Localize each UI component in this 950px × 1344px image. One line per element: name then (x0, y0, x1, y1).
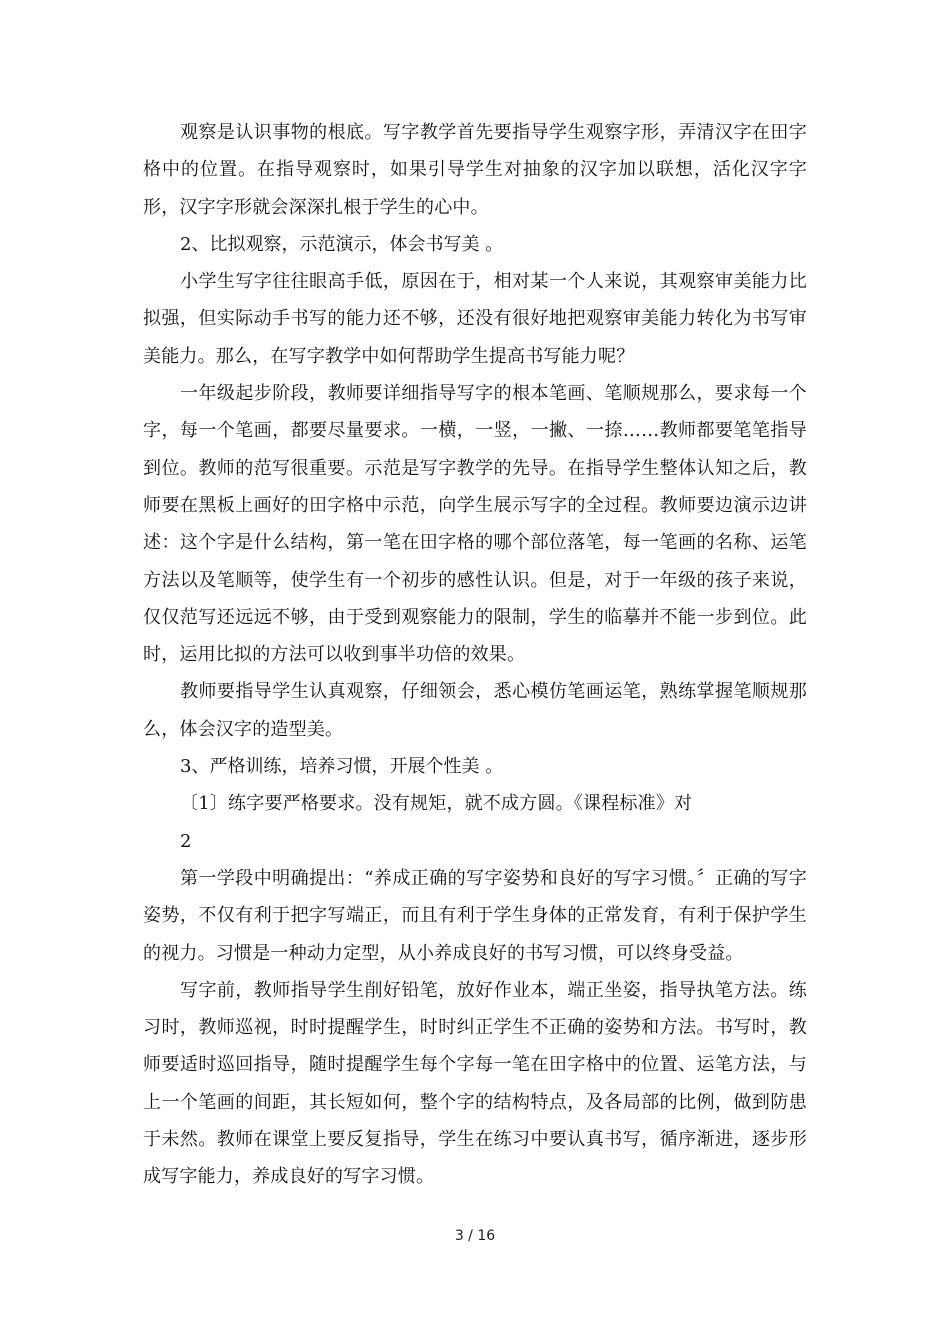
paragraph-strict-requirements: 〔1〕练字要严格要求。没有规矩，就不成方圆。《课程标准》对 (180, 793, 693, 815)
paragraph-posture-habits: 第一学段中明确提出：“养成正确的写字姿势和良好的写字习惯。〞正确的写字姿势，不仅有利于把字写端正，而且有利于学生身体的正常发育，有利于保护学生的视力。习惯是一种动力定型，从小养成良好的书写习惯，可以终身受益。 (143, 867, 807, 964)
paragraph-writing-ability: 小学生写字往往眼高手低，原因在于，相对某一个人来说，其观察审美能力比拟强，但实际动手书写的能力还不够，还没有很好地把观察审美能力转化为书写审美能力。那么，在写字教学中如何帮助学生提高书写能力呢？ (143, 271, 807, 367)
section-heading-2: 2、比拟观察，示范演示，体会书写美 。 (180, 233, 504, 255)
paragraph-before-writing: 写字前，教师指导学生削好铅笔，放好作业本，端正坐姿，指导执笔方法。练习时，教师巡视，时时提醒学生，时时纠正学生不正确的姿势和方法。书写时，教师要适时巡回指导，随时提醒学生每个字每一笔在田字格中的位置、运笔方法，与上一个笔画的间距，其长短如何，整个字的结构特点，及各局部的比例，做到防患于未然。教师在课堂上要反复指导，学生在练习中要认真书写，循序渐进，逐步形成写字能力，养成良好的写字习惯。 (143, 979, 807, 1188)
section-heading-3: 3、严格训练，培养习惯，开展个性美 。 (180, 756, 504, 778)
page-number-footer: 3 / 16 (454, 1228, 496, 1244)
document-body (143, 114, 807, 1196)
paragraph-first-grade: 一年级起步阶段，教师要详细指导写字的根本笔画、笔顺规那么，要求每一个字，每一个笔画，都要尽量要求。一横，一竖，一撇、一捺……教师都要笔笔指导到位。教师的范写很重要。示范是写字教学的先导。在指导学生整体认知之后，教师要在黑板上画好的田字格中示范，向学生展示写字的全过程。教师要边演示边讲述：这个字是什么结构，第一笔在田字格的哪个部位落笔，每一笔画的名称、运笔方法以及笔顺等，使学生有一个初步的感性认识。但是，对于一年级的孩子来说，仅仅范写还远远不够，由于受到观察能力的限制，学生的临摹并不能一步到位。此时，运用比拟的方法可以收到事半功倍的效果。 (143, 383, 807, 666)
paragraph-observation: 观察是认识事物的根底。写字教学首先要指导学生观察字形，弄清汉字在田字格中的位置。在指导观察时，如果引导学生对抽象的汉字加以联想，活化汉字字形，汉字字形就会深深扎根于学生的心中。 (143, 122, 807, 218)
paragraph-observe-imitate: 教师要指导学生认真观察，仔细领会，悉心模仿笔画运笔，熟练掌握笔顺规那么，体会汉字的造型美。 (143, 681, 807, 740)
inline-page-marker: 2 (180, 830, 192, 852)
